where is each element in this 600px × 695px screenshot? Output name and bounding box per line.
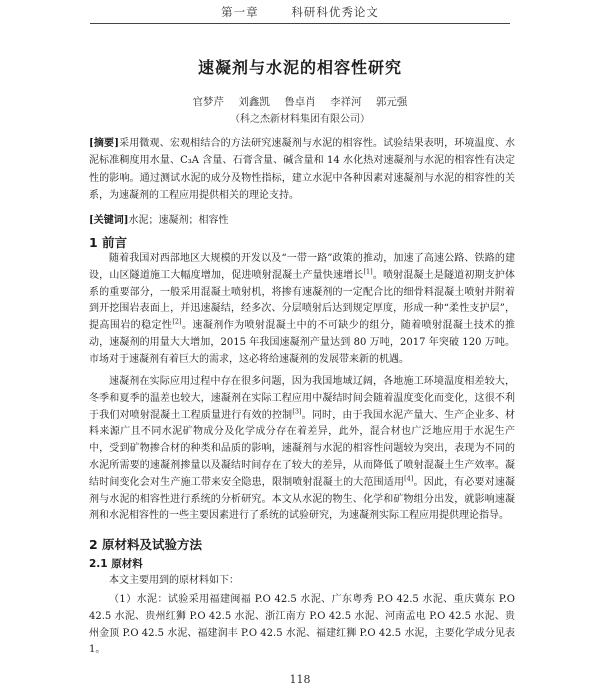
keywords xyxy=(89,211,515,226)
paper-title: 速凝剂与水泥的相容性研究 xyxy=(197,58,402,77)
intro-paragraph-1 xyxy=(89,251,515,369)
header-rule xyxy=(90,23,510,24)
running-head xyxy=(90,4,510,22)
author-list: 官梦芹 刘鑫凯 鲁卓肖 李祥河 郭元强 xyxy=(192,96,408,108)
text-run: 速凝剂在实际应用过程中存在很多问题，因为我国地域辽阔，各地施工环境温度相差较大，冬季和夏季的温差也较大，速凝剂在实际工程应用中凝结时间会随着温度变化而变化，这很不利于我们对喷射混凝土工程质量进行有效的控制 xyxy=(89,376,515,421)
materials-intro: 本文主要用到的原材料如下： xyxy=(109,575,239,586)
subsection-heading-raw-materials: 2.1 原材料 xyxy=(89,558,143,570)
running-head-section: 科研科优秀论文 xyxy=(291,5,379,19)
text-run: 随着我国对西部地区大规模的开发以及“一带一路”政策的推动，加速了高速公路、铁路的建设，山区隧道施工大幅度增加，促进喷射混凝土产量快速增长 xyxy=(89,253,515,281)
citation: [2] xyxy=(172,317,182,326)
abstract-text: 采用微观、宏观相结合的方法研究速凝剂与水泥的相容性。试验结果表明，环境温度、水泥标准稠度用水量、C₃A 含量、石膏含量、碱含量和 14 水化热对速凝剂与水泥的相容性有决定性的影响。通过测试水泥的成分及物性指标，建立水泥中各种因素对速凝剂与水泥的相容性的关系，为速凝剂的工程应用提供相关的理论支持。 xyxy=(89,138,516,201)
text-run: 。因此，有必要对速凝剂与水泥的相容性进行系统的分析研究。本文从水泥的物生、化学和矿物组分出发，就影响速凝剂和水泥相容性的一些主要因素进行了系统的试验研究，为速凝剂实际工程应用提供理论指导。 xyxy=(89,476,516,522)
abstract-label: [摘要] xyxy=(89,138,119,149)
keywords-label: [关键词] xyxy=(89,215,129,226)
materials-item-cement: （1）水泥：试验采用福建闽福 P.O 42.5 水泥、广东粤秀 P.O 42.5 水泥、重庆冀东 P.O 42.5 水泥、贵州红狮 P.O 42.5 水泥、浙江南方 P.O 42.5 水泥、河南孟电 P.O 42.5 水泥、贵州金顶 P.O 42.5 水泥、福建润丰 P.O 42.5 水泥、福建红狮 P.O 42.5 水泥，主要化学成分见表 1。 xyxy=(89,594,515,656)
running-head-chapter: 第一章 xyxy=(221,5,259,19)
section-heading-introduction: 1 前言 xyxy=(89,235,128,250)
text-run: 。速凝剂作为喷射混凝土中的不可缺少的组分，随着喷射混凝土技术的推动，速凝剂的用量大大增加，2015 年我国速凝剂产量达到 80 万吨，2017 年突破 120 万吨。市场对于速凝剂有着巨大的需求，这必将给速凝剂的发展带来新的机遇。 xyxy=(89,320,516,365)
citation: [4] xyxy=(404,474,414,483)
affiliation: （科之杰新材料集团有限公司） xyxy=(230,114,370,125)
citation: [3] xyxy=(292,407,302,416)
citation: [1] xyxy=(363,267,373,276)
keywords-text: 水泥；速凝剂；相容性 xyxy=(128,215,229,226)
intro-paragraph-2 xyxy=(89,374,515,525)
abstract xyxy=(89,135,515,204)
text-run: 。喷射混凝土是隧道初期支护体系的重要部分，一般采用混凝土喷射机，将掺有速凝剂的一定配合比的细骨料混凝土喷射并附着到开挖围岩表面上，并迅速凝结，经多次、分层喷射后达到规定厚度，形成一种“柔性支护层”，提高围岩的稳定性 xyxy=(89,269,516,332)
page-number: 118 xyxy=(289,673,311,686)
text-run: 。同时，由于我国水泥产量大、生产企业多、材料来源广且不同水泥矿物成分及化学成分存在着差异，此外，混合材也广泛地应用于水泥生产中，受到矿物掺合材的种类和品质的影响，速凝剂与水泥的相容性问题较为突出，表现为不同的水泥所需要的速凝剂掺量以及凝结时间存在了较大的差异，从而降低了喷射混凝土生产效率。凝结时间变化会对生产施工带来安全隐患，限制喷射混凝土的大范围适用 xyxy=(89,409,516,488)
section-heading-materials: 2 原材料及试验方法 xyxy=(89,537,203,552)
